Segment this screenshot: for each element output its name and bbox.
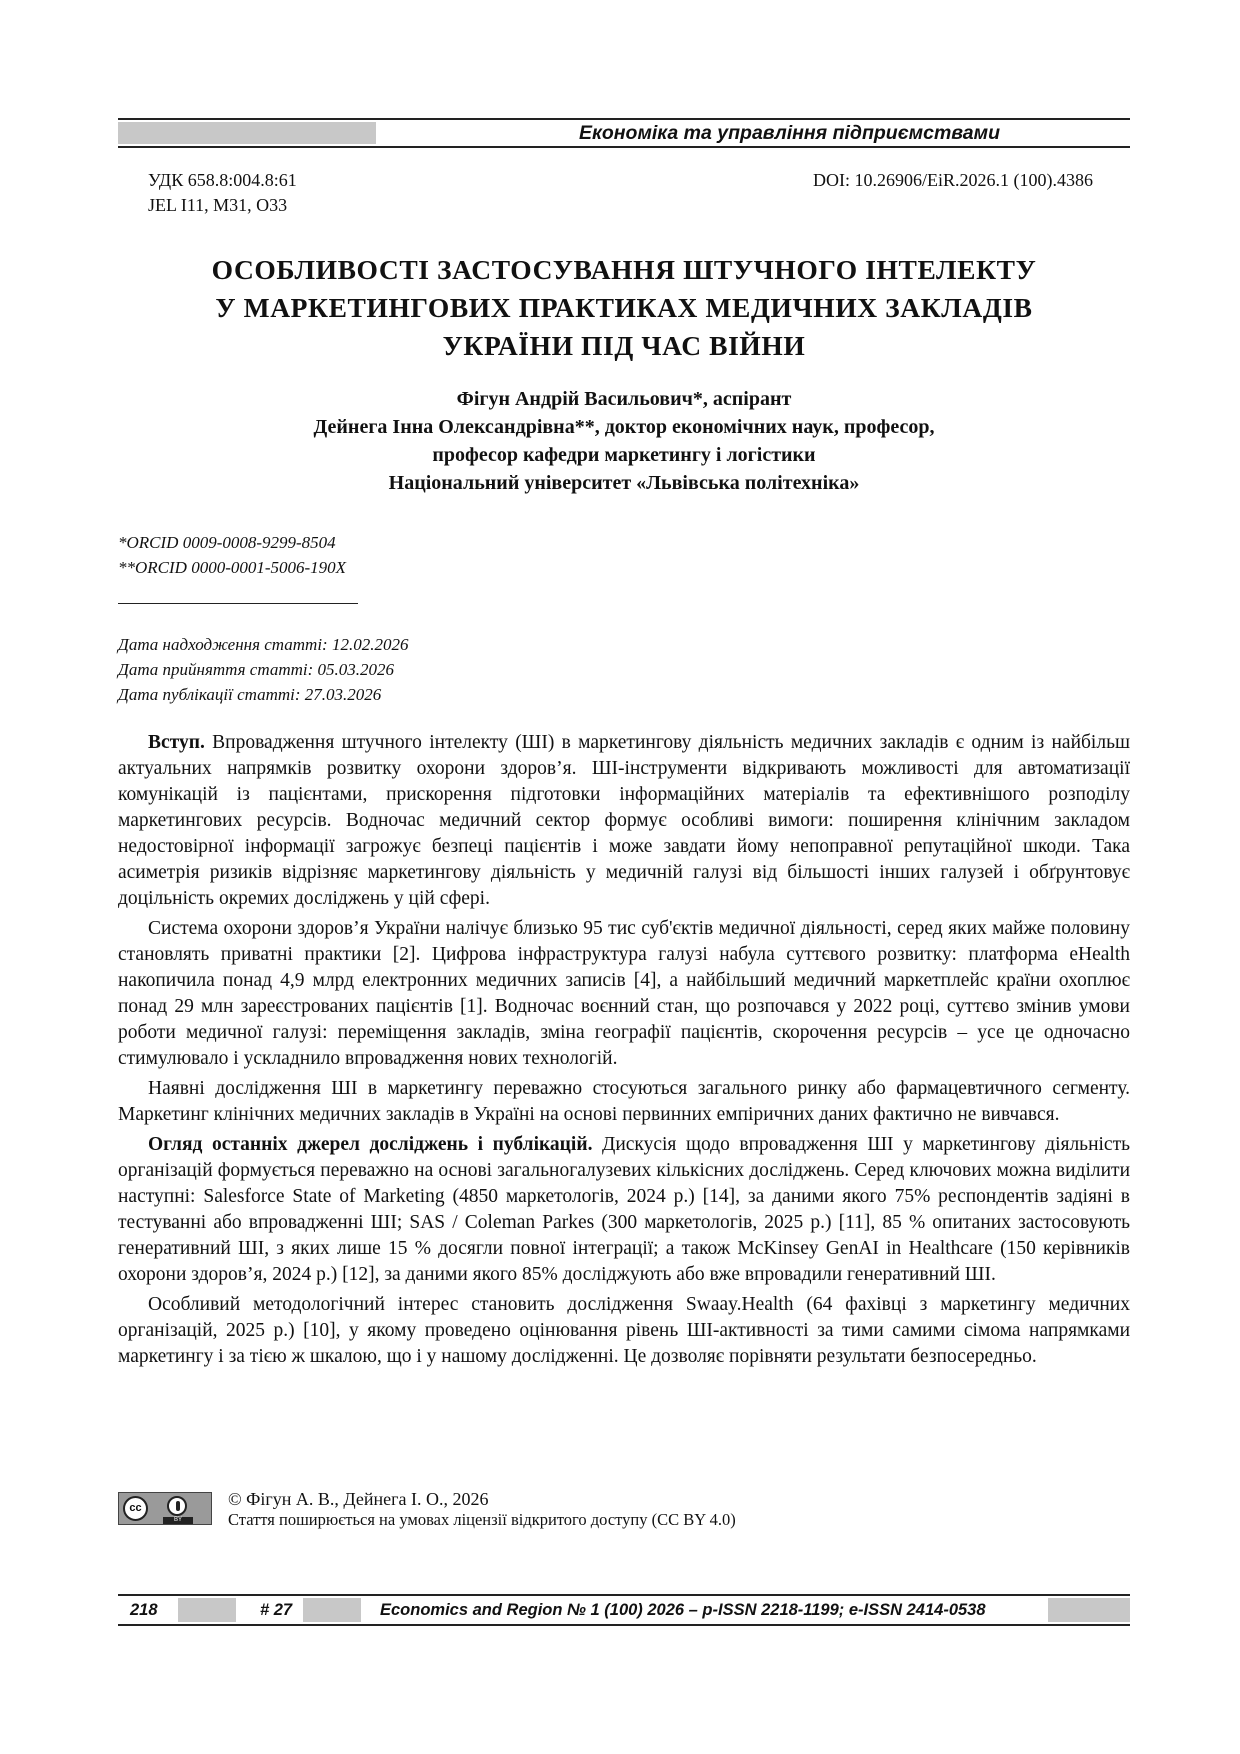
article-title [118, 251, 1130, 365]
orcid-1: *ORCID 0009-0008-9299-8504 [118, 533, 336, 552]
cc-icon: cc [123, 1496, 148, 1521]
attribution-icon [167, 1496, 187, 1516]
paragraph-text: Дискусія щодо впровадження ШІ у маркетингову діяльність організацій формується переважно на основі загальногалузевих кількісних досліджень. Серед ключових можна виділити наступні: Salesforce State of Marketing (4850 маркетологів, 2024 р.) [14], за даними якого 75% респондентів задіяні в тестуванні або впровадженні ШІ; SAS / Coleman Parkes (300 маркетологів, 2025 р.) [11], 85 % опитаних застосовують генеративний ШІ, з яких лише 15 % досягли повної інтеграції; а також McKinsey GenAI in Healthcare (150 керівників охорони здоров’я, 2024 р.) [12], за даними якого 85% досліджують або вже впровадили генеративний ШІ. [118, 1134, 1130, 1285]
author-2: Дейнега Інна Олександрівна**, доктор економічних наук, професор, [313, 416, 935, 438]
date-accepted: Дата прийняття статті: 05.03.2026 [118, 660, 395, 679]
journal-citation: Economics and Region № 1 (100) 2026 – p-ISSN 2218-1199; e-ISSN 2414-0538 [380, 1601, 986, 1619]
title-line-3: УКРАЇНИ ПІД ЧАС ВІЙНИ [442, 330, 806, 361]
jel-code: JEL I11, M31, O33 [148, 195, 288, 215]
date-published: Дата публікації статті: 27.03.2026 [118, 685, 382, 704]
footer-gray-block [303, 1598, 361, 1622]
paragraph-text: Впровадження штучного інтелекту (ШІ) в маркетингову діяльність медичних закладів є одним із найбільш актуальних напрямків розвитку охорони здоров’я. ШІ-інструменти відкривають можливості для автоматизації комунікацій із пацієнтами, прискорення підготовки інформаційних матеріалів та ефективнішого розподілу маркетингових ресурсів. Водночас медичний сектор формує особливі вимоги: поширення клінічним закладом недостовірної інформації загрожує безпеці пацієнтів і може завдати йому непоправної репутаційної шкоди. Така асиметрія ризиків відрізняє маркетингову діяльність у медичній галузі від більшості інших галузей і обґрунтовує доцільність окремих досліджень у цій сфері. [118, 732, 1130, 909]
cc-by-badge[interactable] [118, 1492, 212, 1525]
title-line-2: У МАРКЕТИНГОВИХ ПРАКТИКАХ МЕДИЧНИХ ЗАКЛАДІВ [215, 292, 1033, 323]
footer-rule-top [118, 1594, 1130, 1596]
footer-gray-block [178, 1598, 236, 1622]
date-received: Дата надходження статті: 12.02.2026 [118, 635, 409, 654]
separator-line [118, 603, 358, 604]
udc-code: УДК 658.8:004.8:61 [148, 170, 297, 190]
license-block [118, 1488, 1130, 1540]
running-footer [118, 1594, 1130, 1628]
paragraph-introduction [118, 730, 1130, 912]
paragraph: Наявні дослідження ШІ в маркетингу переважно стосуються загального ринку або фармацевтичного сегменту. Маркетинг клінічних медичних закладів в Україні на основі первинних емпіричних даних фактично не вивчався. [118, 1078, 1130, 1125]
paragraph: Особливий методологічний інтерес становить дослідження Swaay.Health (64 фахівці з маркетингу медичних організацій, 2025 р.) [10], у якому проведено оцінювання рівень ШІ-активності за тими самими сімома напрямками маркетингу і за тією ж шкалою, що і у нашому дослідженні. Це дозволяє порівняти результати безпосередньо. [118, 1294, 1130, 1367]
heading-literature-review: Огляд останніх джерел досліджень і публікацій. [148, 1134, 593, 1155]
header-gray-block [118, 122, 376, 144]
running-header [118, 112, 1130, 152]
doi: DOI: 10.26906/EiR.2026.1 (100).4386 [813, 170, 1093, 190]
footer-gray-block [1048, 1598, 1130, 1622]
copyright: © Фігун А. В., Дейнега І. О., 2026 [228, 1489, 489, 1509]
header-rule-bottom [118, 146, 1130, 148]
paragraph: Система охорони здоров’я України налічує близько 95 тис суб'єктів медичної діяльності, серед яких майже половину становлять приватні практики [2]. Цифрова інфраструктура галузі набула суттєвого розвитку: платформа eHealth накопичила понад 4,9 млрд електронних медичних записів [4], а найбільший медичний маркетплейс країни охоплює понад 29 млн зареєстрованих пацієнтів [1]. Водночас воєнний стан, що розпочався у 2022 році, суттєво змінив умови роботи медичної галузі: переміщення закладів, зміна географії пацієнтів, скорочення ресурсів – усе це одночасно стимулювало і ускладнило впровадження нових технологій. [118, 918, 1130, 1069]
article-body [118, 730, 1130, 1374]
paragraph-literature-review [118, 1132, 1130, 1288]
affiliation: Національний університет «Львівська політехніка» [388, 472, 860, 494]
author-2-position: професор кафедри маркетингу і логістики [432, 444, 816, 466]
footer-rule-bottom [118, 1624, 1130, 1626]
title-line-1: ОСОБЛИВОСТІ ЗАСТОСУВАННЯ ШТУЧНОГО ІНТЕЛЕКТУ [211, 254, 1037, 285]
authors-block [118, 385, 1130, 497]
issue-number: # 27 [260, 1601, 293, 1619]
dates-block [118, 632, 408, 707]
by-label: BY [163, 1517, 193, 1524]
page-number: 218 [130, 1601, 158, 1619]
license-terms: Стаття поширюється на умовах ліцензії відкритого доступу (CC BY 4.0) [228, 1510, 736, 1529]
orcid-2: **ORCID 0000-0001-5006-190X [118, 558, 347, 577]
person-icon [176, 1501, 180, 1511]
author-1: Фігун Андрій Васильович*, аспірант [456, 388, 792, 410]
journal-section-title: Економіка та управління підприємствами [578, 122, 1000, 144]
orcid-block [118, 530, 346, 580]
heading-introduction: Вступ. [148, 732, 205, 753]
classification-codes [148, 168, 297, 218]
